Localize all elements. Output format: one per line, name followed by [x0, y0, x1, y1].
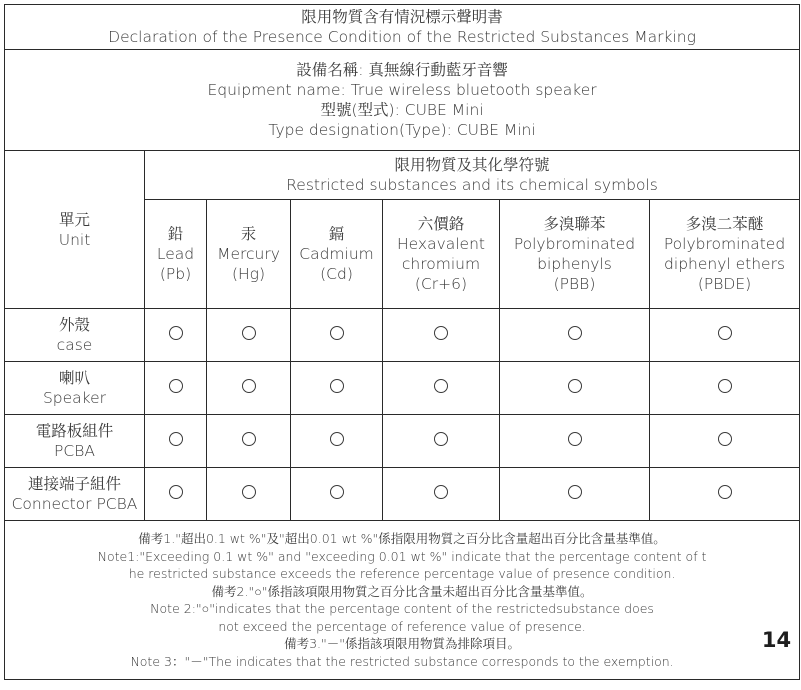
column-header-en-2: chromium: [401, 255, 481, 273]
note-2-zh: 備考2."○"係指該項限用物質之百分比含量未超出百分比含量基準值。: [211, 583, 593, 599]
not-exceeding-circle-icon: [330, 485, 344, 499]
not-exceeding-circle-icon: [434, 326, 448, 340]
row-label-pcba: [5, 415, 145, 468]
mark-cell: [500, 415, 650, 468]
unit-header-cell: [5, 151, 145, 309]
row-label-en: Speaker: [42, 389, 107, 407]
title-zh: 限用物質含有情況標示聲明書: [301, 8, 503, 26]
notes-cell: [5, 521, 800, 680]
mark-cell: [291, 362, 383, 415]
mark-cell: [650, 309, 800, 362]
not-exceeding-circle-icon: [242, 379, 256, 393]
mark-cell: [291, 468, 383, 521]
mark-cell: [207, 309, 291, 362]
mark-cell: [145, 309, 207, 362]
not-exceeding-circle-icon: [169, 485, 183, 499]
not-exceeding-circle-icon: [169, 379, 183, 393]
not-exceeding-circle-icon: [718, 326, 732, 340]
column-header-symbol: (Hg): [231, 265, 266, 283]
table-row: [5, 468, 800, 521]
mark-cell: [383, 415, 500, 468]
column-header-lead: [145, 200, 207, 309]
row-label-en: PCBA: [54, 442, 95, 460]
equipment-type-en: Type designation(Type): CUBE Mini: [268, 121, 536, 139]
substances-header-zh: 限用物質及其化學符號: [394, 156, 550, 174]
table-row: [5, 362, 800, 415]
column-header-zh: 鎘: [328, 225, 345, 243]
note-2-en-continued: not exceed the percentage of reference value of presence.: [218, 618, 586, 634]
column-header-pbb: [500, 200, 650, 309]
title-en: Declaration of the Presence Condition of the Restricted Substances Marking: [108, 28, 696, 46]
rohs-declaration-table: [4, 4, 800, 680]
row-label-connector-pcba: [5, 468, 145, 521]
column-header-en: Cadmium: [299, 245, 374, 263]
not-exceeding-circle-icon: [568, 485, 582, 499]
equipment-name-en: Equipment name: True wireless bluetooth speaker: [207, 81, 597, 99]
mark-cell: [207, 468, 291, 521]
note-1-zh: 備考1."超出0.1 wt %"及"超出0.01 wt %"係指限用物質之百分比含量超出百分比含量基準值。: [138, 531, 666, 546]
table-row: [5, 309, 800, 362]
column-header-zh: 鉛: [167, 225, 184, 243]
mark-cell: [207, 415, 291, 468]
mark-cell: [291, 415, 383, 468]
column-header-hexavalent-chromium: [383, 200, 500, 309]
note-3-en: Note 3："－"The indicates that the restricted substance corresponds to the exemption.: [130, 653, 674, 669]
note-3-zh: 備考3."－"係指該項限用物質為排除項目。: [284, 636, 521, 651]
column-header-zh: 六價鉻: [417, 215, 465, 233]
not-exceeding-circle-icon: [242, 432, 256, 446]
mark-cell: [500, 468, 650, 521]
not-exceeding-circle-icon: [434, 379, 448, 393]
row-label-en: case: [56, 336, 93, 354]
column-header-symbol: (Cr+6): [414, 275, 468, 293]
row-label-case: [5, 309, 145, 362]
equipment-type-zh: 型號(型式): CUBE Mini: [320, 101, 484, 119]
not-exceeding-circle-icon: [568, 326, 582, 340]
note-2-en: Note 2:"○"indicates that the percentage content of the restrictedsubstance does: [150, 601, 654, 616]
mark-cell: [500, 362, 650, 415]
row-label-zh: 外殼: [58, 316, 90, 334]
column-header-en-2: biphenyls: [537, 255, 612, 273]
title-cell: [5, 5, 800, 50]
column-header-en: Lead: [156, 245, 195, 263]
note-1-en: Note1:"Exceeding 0.1 wt %" and "exceeding 0.01 wt %" indicate that the percentage content of t: [97, 548, 707, 564]
column-header-zh: 多溴聯苯: [543, 215, 606, 233]
column-header-cadmium: [291, 200, 383, 309]
row-label-zh: 喇叭: [58, 369, 90, 387]
not-exceeding-circle-icon: [434, 432, 448, 446]
mark-cell: [650, 468, 800, 521]
note-1-en-continued: he restricted substance exceeds the reference percentage value of presence condition.: [128, 566, 676, 581]
column-header-en: Polybrominated: [663, 235, 786, 253]
not-exceeding-circle-icon: [242, 326, 256, 340]
column-header-symbol: (Cd): [320, 265, 353, 283]
not-exceeding-circle-icon: [434, 485, 448, 499]
not-exceeding-circle-icon: [330, 326, 344, 340]
page-number: 14: [761, 627, 792, 652]
equipment-name-zh: 設備名稱: 真無線行動藍牙音響: [296, 61, 508, 79]
not-exceeding-circle-icon: [242, 485, 256, 499]
not-exceeding-circle-icon: [718, 485, 732, 499]
column-header-pbde: [650, 200, 800, 309]
mark-cell: [500, 309, 650, 362]
not-exceeding-circle-icon: [330, 432, 344, 446]
column-header-en: Mercury: [217, 245, 280, 263]
not-exceeding-circle-icon: [169, 326, 183, 340]
column-header-zh: 汞: [240, 225, 257, 243]
row-label-speaker: [5, 362, 145, 415]
mark-cell: [145, 468, 207, 521]
mark-cell: [383, 468, 500, 521]
column-header-en-2: diphenyl ethers: [664, 255, 786, 273]
table-row: [5, 415, 800, 468]
column-header-mercury: [207, 200, 291, 309]
mark-cell: [291, 309, 383, 362]
column-header-en: Hexavalent: [396, 235, 485, 253]
unit-header-zh: 單元: [58, 210, 90, 229]
substances-header-en: Restricted substances and its chemical symbols: [286, 176, 658, 194]
equipment-info-cell: [5, 50, 800, 151]
column-header-symbol: (PBB): [553, 275, 596, 293]
not-exceeding-circle-icon: [169, 432, 183, 446]
not-exceeding-circle-icon: [568, 379, 582, 393]
column-header-symbol: (Pb): [159, 265, 192, 283]
mark-cell: [383, 309, 500, 362]
mark-cell: [145, 362, 207, 415]
column-header-zh: 多溴二苯醚: [685, 215, 764, 233]
row-label-en: Connector PCBA: [11, 495, 138, 513]
mark-cell: [650, 415, 800, 468]
column-header-symbol: (PBDE): [697, 275, 752, 293]
mark-cell: [145, 415, 207, 468]
not-exceeding-circle-icon: [568, 432, 582, 446]
substances-header-cell: [145, 151, 800, 200]
not-exceeding-circle-icon: [330, 379, 344, 393]
column-header-en: Polybrominated: [513, 235, 636, 253]
unit-header-en: Unit: [58, 230, 91, 249]
row-label-zh: 連接端子組件: [27, 475, 121, 493]
not-exceeding-circle-icon: [718, 432, 732, 446]
mark-cell: [207, 362, 291, 415]
row-label-zh: 電路板組件: [35, 422, 114, 440]
mark-cell: [650, 362, 800, 415]
not-exceeding-circle-icon: [718, 379, 732, 393]
mark-cell: [383, 362, 500, 415]
